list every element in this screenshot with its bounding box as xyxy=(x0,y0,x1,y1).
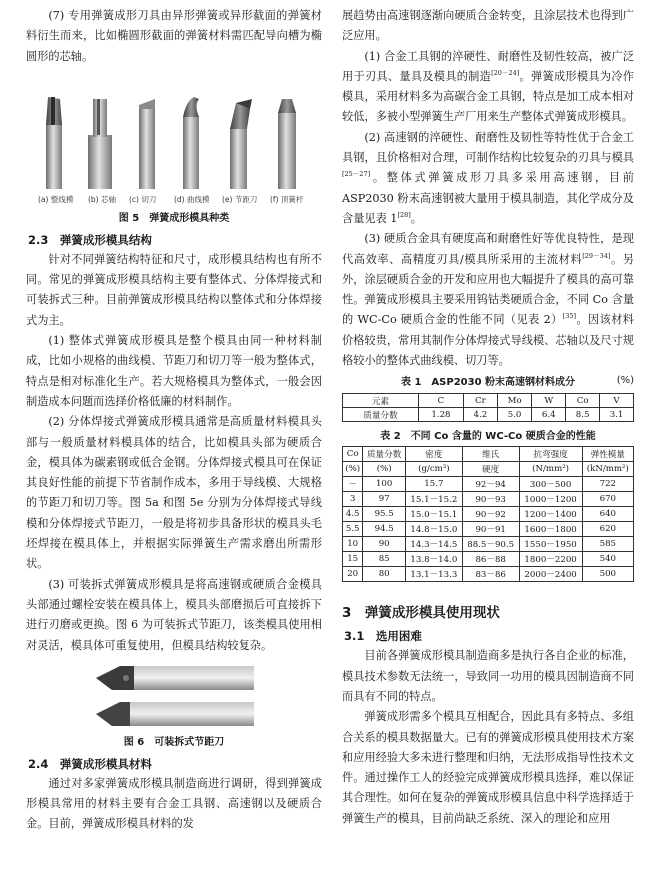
table-2-caption: 表 2 不同 Co 含量的 WC-Co 硬质合金的性能 xyxy=(380,431,596,443)
table-header-cell: 硬度 xyxy=(462,462,519,477)
table-cell: 90－91 xyxy=(462,522,519,537)
table-cell: 94.5 xyxy=(363,522,406,537)
tool-image-f xyxy=(272,95,302,191)
table-cell: 4.5 xyxy=(343,507,363,522)
figure-5-label-d: (d) 曲线模 xyxy=(174,194,210,204)
figure-5-label-a: (a) 整线模 xyxy=(38,194,74,204)
section-2-3-heading: 2.3 弹簧成形模具结构 xyxy=(28,232,152,247)
table-cell: 8.5 xyxy=(566,408,600,422)
table-header-cell: 弹性模量 xyxy=(582,447,633,462)
table-cell: 3 xyxy=(343,492,363,507)
table-cell: 500 xyxy=(582,567,633,582)
table-row xyxy=(343,492,634,507)
section-3-1-heading: 3.1 选用困难 xyxy=(344,629,422,644)
table-header-cell: 抗弯强度 xyxy=(519,447,582,462)
figure-5-label-c: (c) 切刀 xyxy=(129,194,157,204)
table-cell: 1000－1200 xyxy=(519,492,582,507)
table-header-cell: (N/mm²) xyxy=(519,462,582,477)
table-cell: 620 xyxy=(582,522,633,537)
paragraph-2-3-item-2: (2) 分体焊接式弹簧成形模具通常是高质量材料模具头部与一般质量材料模具体的结合，比如模具头部为硬质合金，模具体为碳素钢或低合金钢。分体焊接式模具可在保证其良好性能的前提下节省制作成本，多用于导线模、大规格的节距刀和切刀等。图 5a 和图 5e 分别为分体焊接式导线模和分体焊接式节距刀，一般是将初步具备形状的模具头毛坯焊接在模具体上，并根据实际弹簧生产需求磨出所需形状。 xyxy=(26,415,322,571)
figure-5 xyxy=(26,67,322,207)
table-cell: 90－93 xyxy=(462,492,519,507)
figure-5-label-b: (b) 芯轴 xyxy=(88,194,116,204)
table-1-unit: (%) xyxy=(616,375,634,387)
table-row xyxy=(343,567,634,582)
table-cell: 100 xyxy=(363,477,406,492)
citation-25-27: [25－27] xyxy=(342,170,371,179)
table-cell: Co xyxy=(566,394,600,408)
paragraph-continued: 展趋势由高速钢逐渐向硬质合金转变，且涂层技术也得到广泛应用。 xyxy=(342,9,634,43)
table-1-caption: 表 1 ASP2030 粉末高速钢材料成分 xyxy=(400,377,576,389)
figure-6-caption: 图 6 可装拆式节距刀 xyxy=(123,736,225,748)
table-cell: 1200－1400 xyxy=(519,507,582,522)
table-cell: 15 xyxy=(343,552,363,567)
table-cell: 4.2 xyxy=(463,408,497,422)
table-cell: V xyxy=(600,394,634,408)
table-cell: 83－86 xyxy=(462,567,519,582)
table-cell: 13.1－13.3 xyxy=(405,567,462,582)
paragraph-2-3-intro: 针对不同弹簧结构特征和尺寸，成形模具结构也有所不同。常见的弹簧成形模具结构主要有整体式、分体焊接式和可装拆式三种。目前弹簧成形模具结构以整体式和分体焊接式为主。 xyxy=(26,252,322,327)
table-row xyxy=(343,507,634,522)
figure-6 xyxy=(94,660,254,732)
table-cell: － xyxy=(343,477,363,492)
table-cell: 640 xyxy=(582,507,633,522)
table-row xyxy=(343,537,634,552)
table-cell: 80 xyxy=(363,567,406,582)
figure-5-label-f: (f) 顶簧杆 xyxy=(270,194,304,204)
tool-image-d xyxy=(176,95,206,191)
table-cell: 元素 xyxy=(343,394,419,408)
detachable-pitch-tool-image xyxy=(94,660,254,732)
table-cell: 300－500 xyxy=(519,477,582,492)
citation-28: [28] xyxy=(397,210,411,219)
table-header-row xyxy=(343,447,634,462)
table-cell: 质量分数 xyxy=(343,408,419,422)
table-cell: 1800－2200 xyxy=(519,552,582,567)
table-cell: 95.5 xyxy=(363,507,406,522)
tool-image-e xyxy=(222,95,254,191)
table-header-row xyxy=(343,462,634,477)
table-cell: 15.7 xyxy=(405,477,462,492)
figure-5-caption: 图 5 弹簧成形模具种类 xyxy=(118,212,230,224)
table-cell: 88.5－90.5 xyxy=(462,537,519,552)
table-cell: 540 xyxy=(582,552,633,567)
table-cell: 97 xyxy=(363,492,406,507)
paragraph-3-1-a: 目前各弹簧成形模具制造商多是执行各自企业的标准，模具技术参数无法统一，导致同一功用的模具因制造商不同而具有不同的特点。 xyxy=(342,649,634,703)
table-header-cell: 质量分数 xyxy=(363,447,406,462)
paragraph-2-3-item-3: (3) 可装拆式弹簧成形模具是将高速钢或硬质合金模具头部通过螺栓安装在模具体上，模具头部磨损后可直接拆下进行刃磨或更换。图 6 为可装拆式节距刀，该类模具使用相对灵活，模具体可重复使用，但模具结构较复杂。 xyxy=(26,577,322,652)
table-header-cell: (g/cm³) xyxy=(405,462,462,477)
paragraph-material-1: (1) 合金工具钢的淬硬性、耐磨性及韧性较高，被广泛用于刃具、量具及模具的制造[20－24]。弹簧成形模具为冷作模具，采用材料多为高碳合金工具钢，特点是加工成本相对较低，多被小型弹簧生产厂用来生产整体式弹簧成形模具。 xyxy=(342,49,634,124)
table-header-cell: (%) xyxy=(363,462,406,477)
table-row xyxy=(343,477,634,492)
table-cell: 2000－2400 xyxy=(519,567,582,582)
table-cell: 14.8－15.0 xyxy=(405,522,462,537)
table-cell: 86－88 xyxy=(462,552,519,567)
table-cell: 15.1－15.2 xyxy=(405,492,462,507)
table-cell: 722 xyxy=(582,477,633,492)
paragraph-material-3: (3) 硬质合金具有硬度高和耐磨性好等优良特性，是现代高效率、高精度刃具/模具所采用的主流材料[29－34]。另外，涂层硬质合金的开发和应用也大幅提升了模具的高可靠性。弹簧成形模具主要采用钨钴类硬质合金，不同 Co 含量的 WC-Co 硬质合金的性能不同（见表 2）[35]。因该材料价格较贵，常用其制作分体焊接式导线模、芯轴以及尺寸规格较小的整体式曲线模、切刀等。 xyxy=(342,232,634,368)
table-header-cell: 维氏 xyxy=(462,447,519,462)
table-header-cell: 密度 xyxy=(405,447,462,462)
table-cell: 85 xyxy=(363,552,406,567)
right-column xyxy=(342,0,634,829)
table-row xyxy=(343,394,634,408)
table-cell: 90－92 xyxy=(462,507,519,522)
table-cell: 10 xyxy=(343,537,363,552)
table-cell: 20 xyxy=(343,567,363,582)
table-cell: C xyxy=(418,394,463,408)
table-header-cell: (%) xyxy=(343,462,363,477)
table-cell: 15.0－15.1 xyxy=(405,507,462,522)
tool-image-c xyxy=(134,95,160,191)
paragraph-item-7: (7) 专用弹簧成形刀具由异形弹簧或异形截面的弹簧材料衍生而来，比如椭圆形截面的弹簧材料需匹配导向槽为椭圆形的芯轴。 xyxy=(26,9,322,63)
table-cell: 585 xyxy=(582,537,633,552)
table-row xyxy=(343,408,634,422)
paragraph-3-1-b: 弹簧成形需多个模具互相配合，因此具有多特点、多组合关系的模具数据量大。已有的弹簧成形模具使用技术方案和应用经验大多未进行整理和归纳，无法形成指导性技术文件。通过操作工人的经验完成弹簧成形模具选择，难以保证其合理性。如何在复杂的弹簧成形模具信息中科学选择适于弹簧生产的模具，目前尚缺乏系统、深入的理论和应用 xyxy=(342,710,634,825)
table-cell: 13.8－14.0 xyxy=(405,552,462,567)
citation-29-34: [29－34] xyxy=(582,251,611,260)
table-cell: 6.4 xyxy=(532,408,566,422)
table-2 xyxy=(342,446,634,582)
tool-image-b xyxy=(84,95,116,191)
citation-20-24: [20－24] xyxy=(491,68,520,77)
table-cell: 90 xyxy=(363,537,406,552)
tool-image-a xyxy=(40,95,68,191)
table-cell: 5.5 xyxy=(343,522,363,537)
table-cell: 5.0 xyxy=(497,408,532,422)
table-row xyxy=(343,522,634,537)
table-header-cell: Co xyxy=(343,447,363,462)
section-2-4-heading: 2.4 弹簧成形模具材料 xyxy=(28,756,152,771)
figure-5-label-e: (e) 节距刀 xyxy=(222,194,258,204)
table-1-caption-row xyxy=(342,375,634,393)
paragraph-2-4: 通过对多家弹簧成形模具制造商进行调研，得到弹簧成形模具常用的材料主要有合金工具钢、高速钢以及硬质合金。目前，弹簧成形模具材料的发 xyxy=(26,776,322,831)
table-cell: 3.1 xyxy=(600,408,634,422)
table-cell: 92－94 xyxy=(462,477,519,492)
citation-35: [35] xyxy=(562,312,577,321)
table-cell: Mo xyxy=(497,394,532,408)
table-2-body xyxy=(343,477,634,582)
table-cell: 1600－1800 xyxy=(519,522,582,537)
table-row xyxy=(343,552,634,567)
table-cell: Cr xyxy=(463,394,497,408)
table-cell: 1.28 xyxy=(418,408,463,422)
table-1 xyxy=(342,393,634,422)
table-cell: 14.3－14.5 xyxy=(405,537,462,552)
table-cell: 670 xyxy=(582,492,633,507)
table-header-cell: (kN/mm²) xyxy=(582,462,633,477)
left-column xyxy=(26,0,322,835)
paragraph-material-2: (2) 高速钢的淬硬性、耐磨性及韧性等特性优于合金工具钢，且价格相对合理，可制作结构比较复杂的刃具与模具[25－27]。整体式弹簧成形刀具多采用高速钢，目前 ASP2030 粉末高速钢被大量用于模具制造，其化学成分及含量见表 1[28]。 xyxy=(342,130,634,225)
section-3-heading: 3 弹簧成形模具使用现状 xyxy=(342,605,500,622)
paragraph-2-3-item-1: (1) 整体式弹簧成形模具是整个模具由同一种材料制成，比如小规格的曲线模、节距刀和切刀等一般为整体式，特点是相对标准化生产。若大规格模具为整体式，一般会因制造成本问题而选择价格低廉的材料制作。 xyxy=(26,334,322,408)
table-cell: 1550－1950 xyxy=(519,537,582,552)
table-cell: W xyxy=(532,394,566,408)
